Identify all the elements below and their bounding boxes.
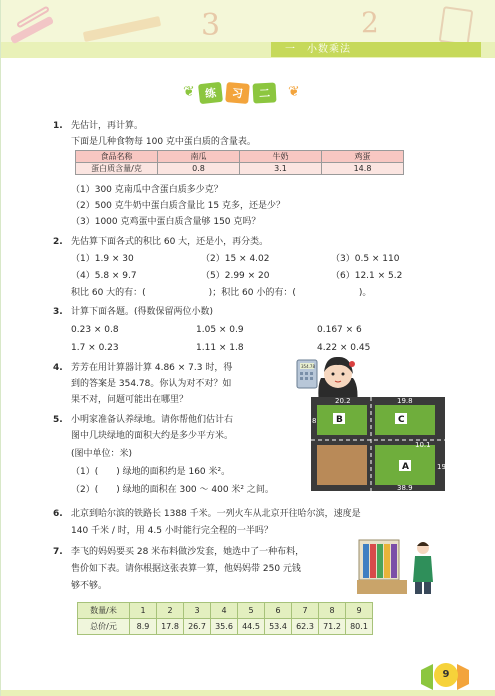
plot-label-a: A [402, 462, 409, 472]
page-header [1, 0, 495, 58]
table-cell: 7 [292, 603, 319, 619]
table-cell: 1 [130, 603, 157, 619]
classify-line: 积比 60 大的有：( )；积比 60 小的有：( )。 [71, 288, 372, 298]
expression: （3）0.5 × 110 [331, 254, 400, 264]
fabric-price-table [77, 602, 373, 635]
expression: （1）1.9 × 30 [71, 254, 134, 264]
practice-banner [199, 81, 276, 105]
question-title: 先估算下面各式的积比 60 大，还是小，再分类。 [71, 237, 269, 247]
table-cell: 9 [346, 603, 373, 619]
question-number: 2. [53, 237, 63, 247]
table-cell: 71.2 [319, 619, 346, 635]
page-number: 9 [434, 663, 458, 687]
dimension-label: 19.8 [397, 397, 413, 405]
banner-char: 二 [252, 82, 276, 103]
table-cell: 53.4 [265, 619, 292, 635]
table-header-cell: 南瓜 [158, 151, 240, 163]
table-cell: 8.9 [130, 619, 157, 635]
sub-question: （2）( ) 绿地的面积在 300 ～ 400 米² 之间。 [71, 485, 274, 495]
question-line: 小明家准备认养绿地。请你帮他们估计右 [71, 415, 234, 425]
table-cell: 17.8 [157, 619, 184, 635]
table-header-cell: 鸡蛋 [322, 151, 404, 163]
table-cell: 2 [157, 603, 184, 619]
question-line: 果不对，问题可能出在哪里？ [71, 395, 189, 405]
table-cell: 8 [319, 603, 346, 619]
question-line: 图中几块绿地的面积大约是多少平方米。 [71, 431, 234, 441]
expression: 0.23 × 0.8 [71, 325, 119, 335]
ruler-decoration [83, 16, 161, 42]
question-title: 计算下面各题。(得数保留两位小数) [71, 307, 214, 317]
table-cell: 35.6 [211, 619, 238, 635]
table-cell: 14.8 [322, 163, 404, 175]
table-cell: 6 [265, 603, 292, 619]
expression: （5）2.99 × 20 [201, 271, 270, 281]
expression: （4）5.8 × 9.7 [71, 271, 137, 281]
dimension-label: 19 [437, 463, 446, 471]
question-number: 5. [53, 415, 63, 425]
expression: 1.11 × 1.8 [196, 343, 244, 353]
table-cell: 62.3 [292, 619, 319, 635]
dimension-label: 20.2 [335, 397, 351, 405]
dimension-label: 10.1 [415, 441, 431, 449]
section-title: 一 小数乘法 [271, 42, 481, 57]
table-cell: 0.8 [158, 163, 240, 175]
question-number: 6. [53, 509, 63, 519]
plot-label-c: C [398, 415, 405, 425]
question-line: 李飞的妈妈要买 28 米布料做沙发套，她选中了一种布料， [71, 547, 305, 557]
protein-table [75, 150, 404, 175]
expression: 4.22 × 0.45 [317, 343, 371, 353]
question-title: 先估计，再计算。 [71, 121, 144, 131]
question-line: 售价如下表。请你根据这张表算一算，他妈妈带 250 元钱 [71, 564, 301, 574]
sub-question: （1）( ) 绿地的面积约是 160 米²。 [71, 467, 231, 477]
dimension-label: 38.9 [397, 484, 413, 492]
question-number: 4. [53, 363, 63, 373]
table-header-cell: 牛奶 [240, 151, 322, 163]
page-footer [1, 664, 495, 696]
question-line: 够不够。 [71, 581, 108, 591]
question-line: 芳芳在用计算器计算 4.86 × 7.3 时，得 [71, 363, 233, 373]
table-header-cell: 食品名称 [76, 151, 158, 163]
row-header: 数量/米 [78, 603, 130, 619]
green-plots-map [311, 397, 445, 491]
leaf-icon: ❦ [183, 84, 195, 100]
calculator-decoration [439, 6, 474, 46]
question-number: 1. [53, 121, 63, 131]
table-cell: 26.7 [184, 619, 211, 635]
question-number: 7. [53, 547, 63, 557]
question-line: 北京到哈尔滨的铁路长 1388 千米。一列火车从北京开往哈尔滨，速度是 [71, 509, 361, 519]
question-number: 3. [53, 307, 63, 317]
table-cell: 3 [184, 603, 211, 619]
expression: 0.167 × 6 [317, 325, 362, 335]
digit-three-decoration: 3 [201, 8, 221, 43]
table-cell: 44.5 [238, 619, 265, 635]
question-line: 140 千米 / 时，用 4.5 小时能行完全程的一半吗？ [71, 526, 273, 536]
unit-note: (图中单位：米) [71, 449, 133, 459]
table-cell: 80.1 [346, 619, 373, 635]
plot-label-b: B [336, 415, 343, 425]
expression: （2）15 × 4.02 [201, 254, 270, 264]
leaf-icon: ❦ [288, 84, 300, 100]
expression: 1.7 × 0.23 [71, 343, 119, 353]
question-intro: 下面是几种食物每 100 克中蛋白质的含量表。 [71, 137, 256, 147]
sub-question: （2）500 克牛奶中蛋白质含量比 15 克多，还是少？ [71, 201, 285, 211]
expression: 1.05 × 0.9 [196, 325, 244, 335]
table-cell: 5 [238, 603, 265, 619]
question-line: 到的答案是 354.78。你认为对不对？如 [71, 379, 232, 389]
table-cell: 蛋白质含量/克 [76, 163, 158, 175]
dimension-label: 8 [312, 417, 317, 425]
sub-question: （1）300 克南瓜中含蛋白质多少克？ [71, 185, 223, 195]
digit-two-decoration: 2 [361, 6, 379, 39]
fabric-shop-illustration [357, 538, 443, 594]
banner-char: 习 [225, 82, 250, 104]
sub-question: （3）1000 克鸡蛋中蛋白质含量够 150 克吗？ [71, 217, 261, 227]
banner-char: 练 [198, 82, 223, 104]
table-cell: 3.1 [240, 163, 322, 175]
table-cell: 4 [211, 603, 238, 619]
row-header: 总价/元 [78, 619, 130, 635]
expression: （6）12.1 × 5.2 [331, 271, 403, 281]
calculator-screen-text: 354.78 [301, 364, 315, 369]
